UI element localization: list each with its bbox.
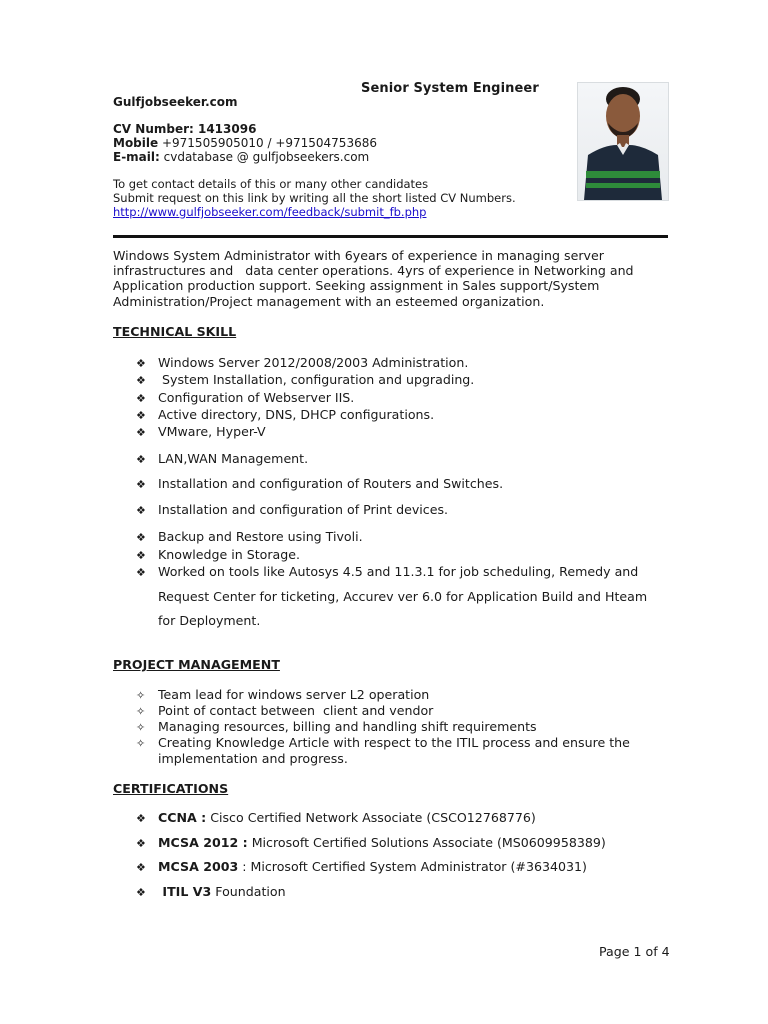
candidate-photo bbox=[577, 82, 669, 201]
diamond-outline-bullet-icon: ✧ bbox=[136, 721, 146, 734]
list-item-continuation: implementation and progress. bbox=[158, 751, 348, 766]
list-item: ❖ Backup and Restore using Tivoli. bbox=[136, 529, 363, 544]
diamond-outline-bullet-icon: ✧ bbox=[136, 705, 146, 718]
cert-name: CCNA : bbox=[158, 810, 207, 825]
summary bbox=[113, 248, 673, 309]
list-item: ❖ Configuration of Webserver IIS. bbox=[136, 390, 355, 405]
cv-number: CV Number: 1413096 bbox=[113, 122, 257, 136]
list-item: ❖ Worked on tools like Autosys 4.5 and 11.3.1 for job scheduling, Remedy and bbox=[136, 564, 639, 579]
diamond-four-bullet-icon: ❖ bbox=[136, 861, 146, 874]
list-item bbox=[136, 884, 286, 899]
diamond-four-bullet-icon: ❖ bbox=[136, 392, 146, 405]
technical-skill-heading: TECHNICAL SKILL bbox=[113, 324, 237, 339]
list-item bbox=[136, 859, 587, 874]
list-item: ✧ Point of contact between client and vendor bbox=[136, 703, 434, 718]
list-item: ✧ Creating Knowledge Article with respect to the ITIL process and ensure the bbox=[136, 735, 630, 750]
diamond-four-bullet-icon: ❖ bbox=[136, 566, 146, 579]
diamond-four-bullet-icon: ❖ bbox=[136, 409, 146, 422]
project-management-heading: PROJECT MANAGEMENT bbox=[113, 657, 280, 672]
summary-line: Application production support. Seeking assignment in Sales support/System bbox=[113, 278, 600, 294]
page-number: Page 1 of 4 bbox=[599, 944, 670, 959]
cert-name: MCSA 2003 bbox=[158, 859, 239, 874]
diamond-four-bullet-icon: ❖ bbox=[136, 886, 146, 899]
summary-line: Administration/Project management with an esteemed organization. bbox=[113, 293, 545, 309]
cv-title: Senior System Engineer bbox=[361, 81, 539, 96]
diamond-four-bullet-icon: ❖ bbox=[136, 478, 146, 491]
mobile-label: Mobile bbox=[113, 136, 159, 150]
list-item: ❖ LAN,WAN Management. bbox=[136, 451, 309, 466]
list-item: ❖ Installation and configuration of Print devices. bbox=[136, 502, 449, 517]
list-item: ❖ Knowledge in Storage. bbox=[136, 547, 300, 562]
cert-name: MCSA 2012 : bbox=[158, 835, 248, 850]
email-label: E-mail: bbox=[113, 150, 160, 164]
list-item: ❖ Active directory, DNS, DHCP configurations. bbox=[136, 407, 435, 422]
cert-desc: : Microsoft Certified System Administrator (#3634031) bbox=[238, 859, 587, 874]
list-item bbox=[136, 835, 606, 850]
list-item: ✧ Team lead for windows server L2 operation bbox=[136, 687, 430, 702]
list-item bbox=[136, 810, 536, 825]
cert-desc: Cisco Certified Network Associate (CSCO12768776) bbox=[206, 810, 536, 825]
mobile-line bbox=[113, 136, 377, 150]
diamond-outline-bullet-icon: ✧ bbox=[136, 689, 146, 702]
mobile-value: +971505905010 / +971504753686 bbox=[161, 136, 377, 150]
list-item: ❖ Installation and configuration of Routers and Switches. bbox=[136, 476, 504, 491]
diamond-four-bullet-icon: ❖ bbox=[136, 531, 146, 544]
cert-name: ITIL V3 bbox=[158, 884, 212, 899]
list-item: ❖ VMware, Hyper-V bbox=[136, 424, 266, 439]
diamond-four-bullet-icon: ❖ bbox=[136, 357, 146, 370]
diamond-four-bullet-icon: ❖ bbox=[136, 837, 146, 850]
diamond-four-bullet-icon: ❖ bbox=[136, 426, 146, 439]
list-item: ❖ System Installation, configuration and upgrading. bbox=[136, 372, 475, 387]
list-item: ✧ Managing resources, billing and handling shift requirements bbox=[136, 719, 537, 734]
diamond-outline-bullet-icon: ✧ bbox=[136, 737, 146, 750]
diamond-four-bullet-icon: ❖ bbox=[136, 374, 146, 387]
person-portrait-icon bbox=[578, 83, 668, 200]
cert-desc: Foundation bbox=[211, 884, 286, 899]
certifications-heading: CERTIFICATIONS bbox=[113, 781, 229, 796]
list-item-continuation: Request Center for ticketing, Accurev ver 6.0 for Application Build and Hteam bbox=[158, 589, 648, 604]
contact-line-2: Submit request on this link by writing all the short listed CV Numbers. bbox=[113, 191, 516, 205]
diamond-four-bullet-icon: ❖ bbox=[136, 453, 146, 466]
submit-feedback-link[interactable]: http://www.gulfjobseeker.com/feedback/submit_fb.php bbox=[113, 205, 427, 219]
cert-desc: Microsoft Certified Solutions Associate (MS0609958389) bbox=[247, 835, 606, 850]
diamond-four-bullet-icon: ❖ bbox=[136, 504, 146, 517]
contact-line-1: To get contact details of this or many other candidates bbox=[113, 177, 429, 191]
email-value: cvdatabase @ gulfjobseekers.com bbox=[163, 150, 370, 164]
site-name: Gulfjobseeker.com bbox=[113, 95, 238, 109]
list-item: ❖ Windows Server 2012/2008/2003 Administration. bbox=[136, 355, 469, 370]
summary-line: Windows System Administrator with 6years of experience in managing server bbox=[113, 248, 604, 263]
email-line bbox=[113, 150, 369, 164]
list-item-continuation: for Deployment. bbox=[158, 613, 261, 628]
header-divider bbox=[113, 235, 668, 238]
summary-line: infrastructures and data center operations. 4yrs of experience in Networking and bbox=[113, 263, 634, 279]
diamond-four-bullet-icon: ❖ bbox=[136, 812, 146, 825]
diamond-four-bullet-icon: ❖ bbox=[136, 549, 146, 562]
